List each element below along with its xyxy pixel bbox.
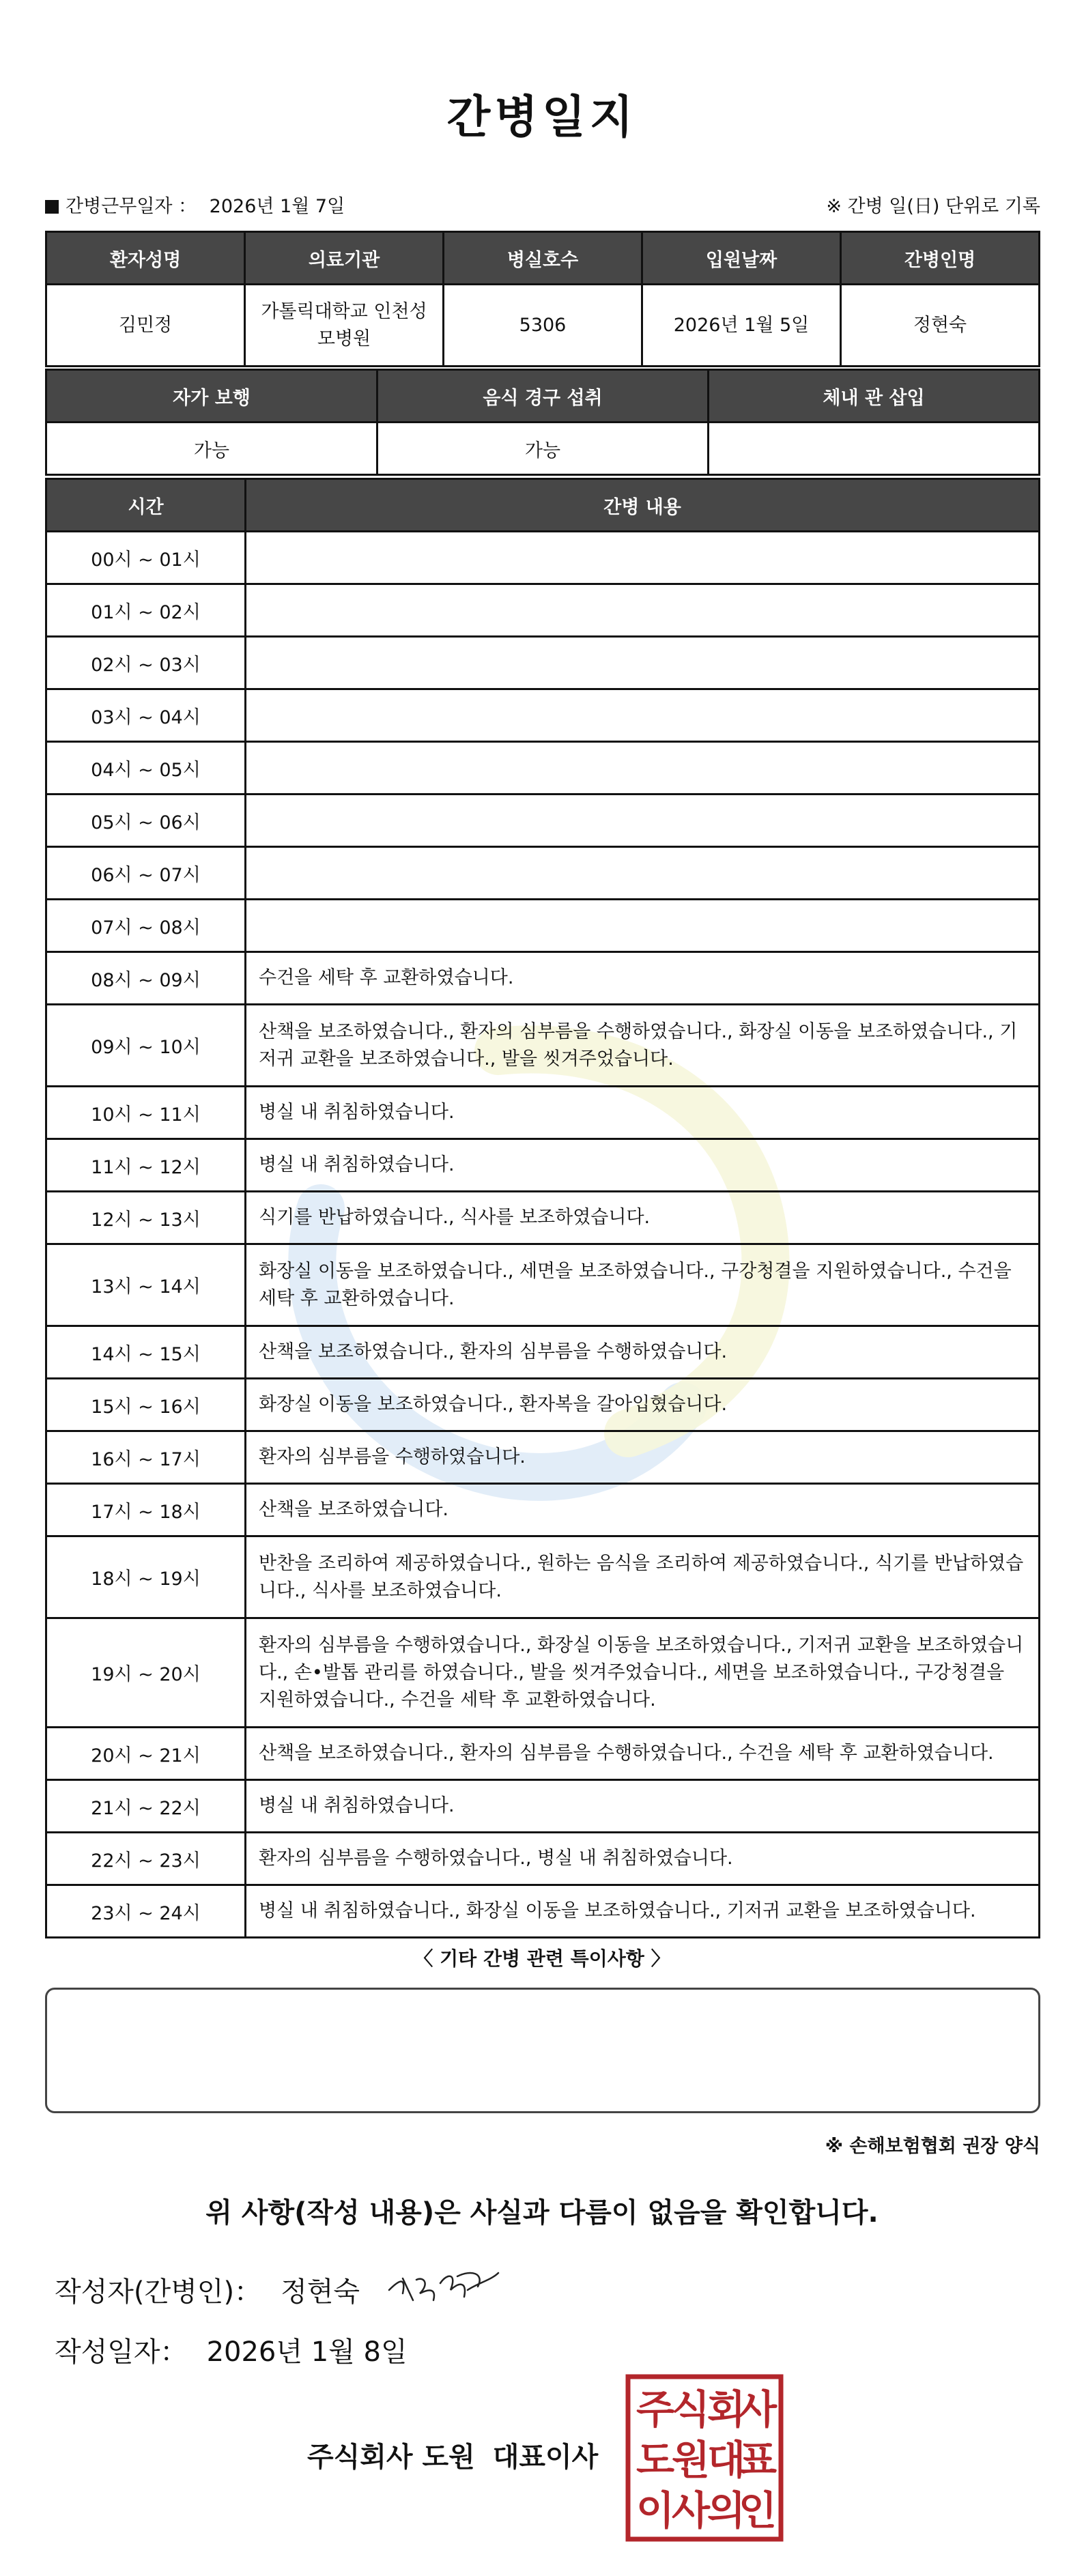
table-row (46, 1139, 1040, 1192)
row-time: 04시 ~ 05시 (46, 742, 246, 795)
row-content: 병실 내 취침하였습니다., 화장실 이동을 보조하였습니다., 기저귀 교환을 보조하였습니다. (246, 1885, 1040, 1938)
tube-insertion-value (709, 423, 1040, 475)
header-oral-intake: 음식 경구 섭취 (377, 370, 709, 423)
row-content (246, 900, 1040, 952)
company-seal (625, 2374, 784, 2542)
table-row (46, 847, 1040, 900)
work-date-value: 2026년 1월 7일 (209, 196, 345, 217)
admission-date: 2026년 1월 5일 (642, 285, 841, 367)
svg-text:대: 대 (707, 2437, 746, 2483)
row-time: 22시 ~ 23시 (46, 1833, 246, 1885)
header-time: 시간 (46, 479, 246, 532)
header-room: 병실호수 (444, 232, 642, 285)
patient-info-table (45, 231, 1040, 367)
table-row (46, 1780, 1040, 1833)
table-row (46, 689, 1040, 742)
work-date-label: 간병근무일자 ： (66, 196, 197, 217)
row-content: 산책을 보조하였습니다. (246, 1484, 1040, 1536)
header-hospital: 의료기관 (245, 232, 444, 285)
svg-text:사: 사 (738, 2386, 778, 2433)
svg-text:사: 사 (671, 2487, 711, 2534)
header-tube-insertion: 체내 관 삽입 (709, 370, 1040, 423)
special-notes-title: 〈 기타 간병 관련 특이사항 〉 (414, 1947, 670, 1970)
table-row (46, 1536, 1040, 1618)
svg-text:도: 도 (636, 2437, 675, 2483)
svg-text:주: 주 (636, 2386, 675, 2433)
row-time: 23시 ~ 24시 (46, 1885, 246, 1938)
row-time: 19시 ~ 20시 (46, 1618, 246, 1728)
row-content: 산책을 보조하였습니다., 환자의 심부름을 수행하였습니다., 화장실 이동을 보조하였습니다., 기저귀 교환을 보조하였습니다., 발을 씻겨주었습니다. (246, 1005, 1040, 1087)
svg-text:회: 회 (707, 2386, 746, 2433)
row-time: 03시 ~ 04시 (46, 689, 246, 742)
row-content: 산책을 보조하였습니다., 환자의 심부름을 수행하였습니다. (246, 1326, 1040, 1379)
row-content: 환자의 심부름을 수행하였습니다. (246, 1431, 1040, 1484)
writer-label: 작성자(간병인)： (55, 2276, 262, 2308)
row-content (246, 637, 1040, 689)
room-number: 5306 (444, 285, 642, 367)
row-time: 14시 ~ 15시 (46, 1326, 246, 1379)
hospital-name: 가톨릭대학교 인천성모병원 (245, 285, 444, 367)
table-row (46, 1005, 1040, 1087)
row-content: 수건을 세탁 후 교환하였습니다. (246, 952, 1040, 1005)
writer-line (55, 2270, 360, 2309)
write-date-label: 작성일자： (55, 2336, 188, 2368)
row-time: 02시 ~ 03시 (46, 637, 246, 689)
row-content: 식기를 반납하였습니다., 식사를 보조하였습니다. (246, 1192, 1040, 1244)
table-row (46, 1192, 1040, 1244)
table-row (46, 637, 1040, 689)
header-caregiver: 간병인명 (841, 232, 1040, 285)
row-time: 01시 ~ 02시 (46, 584, 246, 637)
svg-text:의: 의 (707, 2487, 746, 2534)
row-time: 00시 ~ 01시 (46, 532, 246, 584)
caregiver-name: 정현숙 (841, 285, 1040, 367)
row-time: 15시 ~ 16시 (46, 1379, 246, 1431)
write-date-value: 2026년 1월 8일 (206, 2336, 408, 2368)
oral-intake-value: 가능 (377, 423, 709, 475)
writer-name: 정현숙 (281, 2276, 360, 2308)
patient-name: 김민정 (46, 285, 245, 367)
table-row (46, 1618, 1040, 1728)
table-row (46, 900, 1040, 952)
row-time: 08시 ~ 09시 (46, 952, 246, 1005)
recommend-note: ※ 손해보험협회 권장 양식 (825, 2136, 1040, 2157)
representative-title: 대표이사 (492, 2442, 599, 2473)
representative-line (307, 2435, 598, 2474)
row-time: 07시 ~ 08시 (46, 900, 246, 952)
table-row (46, 742, 1040, 795)
row-content: 환자의 심부름을 수행하였습니다., 화장실 이동을 보조하였습니다., 기저귀 교환을 보조하였습니다., 손•발톱 관리를 하였습니다., 발을 씻겨주었습니다., 세면을 보조하였습니다., 구강청결을 지원하였습니다., 수건을 세탁 후 교환하였습니다. (246, 1618, 1040, 1728)
table-row (46, 952, 1040, 1005)
row-content (246, 532, 1040, 584)
row-content: 화장실 이동을 보조하였습니다., 환자복을 갈아입혔습니다. (246, 1379, 1040, 1431)
row-content (246, 847, 1040, 900)
row-content: 화장실 이동을 보조하였습니다., 세면을 보조하였습니다., 구강청결을 지원하였습니다., 수건을 세탁 후 교환하였습니다. (246, 1244, 1040, 1326)
table-row (46, 532, 1040, 584)
capability-table (45, 369, 1040, 476)
table-row (46, 1326, 1040, 1379)
special-notes-box (45, 1988, 1040, 2113)
row-time: 11시 ~ 12시 (46, 1139, 246, 1192)
meta-row (45, 191, 1040, 218)
row-content (246, 584, 1040, 637)
svg-text:식: 식 (671, 2386, 711, 2433)
special-notes-content (47, 1990, 1038, 2012)
row-time: 06시 ~ 07시 (46, 847, 246, 900)
svg-text:원: 원 (671, 2437, 711, 2483)
table-row (46, 1728, 1040, 1780)
write-date-line (55, 2330, 408, 2369)
row-time: 17시 ~ 18시 (46, 1484, 246, 1536)
svg-text:표: 표 (738, 2437, 778, 2483)
row-content: 산책을 보조하였습니다., 환자의 심부름을 수행하였습니다., 수건을 세탁 후 교환하였습니다. (246, 1728, 1040, 1780)
row-content (246, 742, 1040, 795)
row-content: 환자의 심부름을 수행하였습니다., 병실 내 취침하였습니다. (246, 1833, 1040, 1885)
company-name: 주식회사 도원 (307, 2442, 475, 2473)
row-time: 05시 ~ 06시 (46, 795, 246, 847)
row-time: 16시 ~ 17시 (46, 1431, 246, 1484)
table-row (46, 795, 1040, 847)
handwritten-signature (382, 2252, 505, 2314)
work-date (45, 191, 345, 218)
header-care-content: 간병 내용 (246, 479, 1040, 532)
header-patient-name: 환자성명 (46, 232, 245, 285)
row-content: 반찬을 조리하여 제공하였습니다., 원하는 음식을 조리하여 제공하였습니다., 식기를 반납하였습니다., 식사를 보조하였습니다. (246, 1536, 1040, 1618)
header-self-walk: 자가 보행 (46, 370, 377, 423)
table-row (46, 1244, 1040, 1326)
table-row (46, 1484, 1040, 1536)
table-row (46, 1087, 1040, 1139)
row-content: 병실 내 취침하였습니다. (246, 1087, 1040, 1139)
row-time: 20시 ~ 21시 (46, 1728, 246, 1780)
svg-text:인: 인 (738, 2487, 778, 2534)
table-row (46, 1833, 1040, 1885)
care-log-table (45, 478, 1040, 1938)
row-time: 21시 ~ 22시 (46, 1780, 246, 1833)
row-time: 18시 ~ 19시 (46, 1536, 246, 1618)
row-content (246, 795, 1040, 847)
square-bullet-icon (45, 200, 59, 214)
row-content: 병실 내 취침하였습니다. (246, 1139, 1040, 1192)
svg-text:이: 이 (636, 2487, 675, 2534)
table-row (46, 584, 1040, 637)
header-admission-date: 입원날짜 (642, 232, 841, 285)
self-walk-value: 가능 (46, 423, 377, 475)
table-row (46, 1431, 1040, 1484)
row-time: 09시 ~ 10시 (46, 1005, 246, 1087)
row-time: 12시 ~ 13시 (46, 1192, 246, 1244)
row-time: 10시 ~ 11시 (46, 1087, 246, 1139)
page-title: 간병일지 (446, 91, 638, 143)
row-content (246, 689, 1040, 742)
unit-note: ※ 간병 일(日) 단위로 기록 (826, 196, 1040, 217)
row-content: 병실 내 취침하였습니다. (246, 1780, 1040, 1833)
table-row (46, 1379, 1040, 1431)
confirmation-statement: 위 사항(작성 내용)은 사실과 다름이 없음을 확인합니다. (205, 2197, 879, 2229)
table-row (46, 1885, 1040, 1938)
row-time: 13시 ~ 14시 (46, 1244, 246, 1326)
